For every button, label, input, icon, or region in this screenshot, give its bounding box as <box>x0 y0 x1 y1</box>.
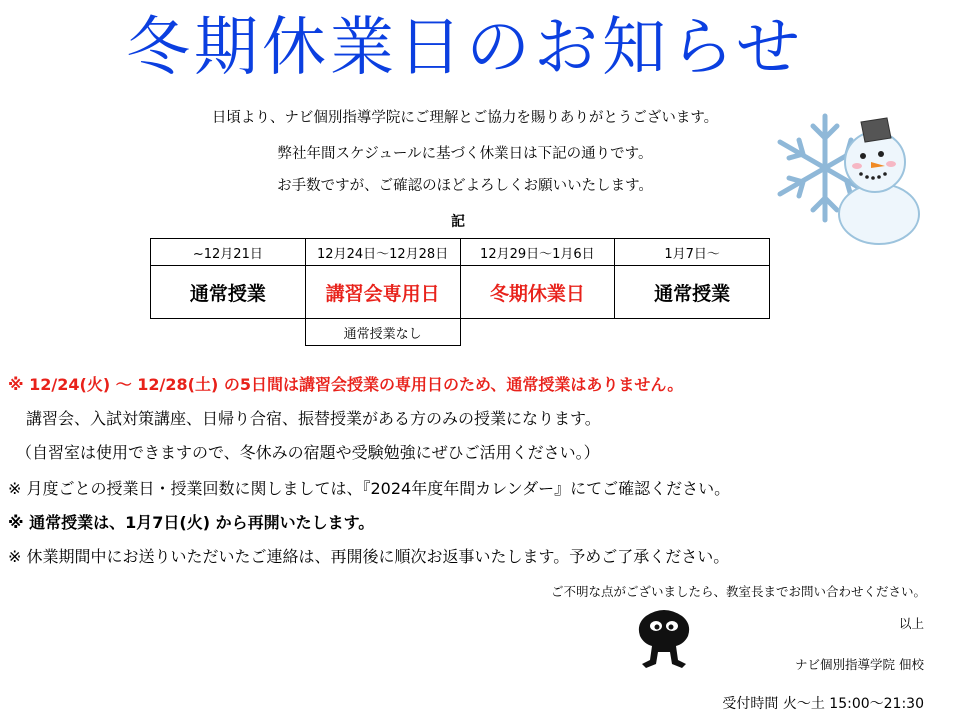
note-calendar: ※ 月度ごとの授業日・授業回数に関しましては、『2024年度年間カレンダー』にてご確認ください。 <box>8 479 731 498</box>
schedule-sub-empty-3 <box>460 319 615 346</box>
ki-label: 記 <box>451 214 465 230</box>
schedule-header-4: 1月7日～ <box>615 239 770 266</box>
footer-end: 以上 <box>898 616 924 631</box>
note-lesson-types: 講習会、入試対策講座、日帰り合宿、振替授業がある方のみの授業になります。 <box>26 409 601 428</box>
intro-line-2: 弊社年間スケジュールに基づく休業日は下記の通りです。 <box>277 146 653 162</box>
schedule-header-2: 12月24日～12月28日 <box>305 239 460 266</box>
schedule-value-4: 通常授業 <box>615 266 770 319</box>
note-special-days: ※ 12/24(火) ～ 12/28(土) の5日間は講習会授業の専用日のため、通常授業はありません。 <box>8 375 684 394</box>
note-study-room: （自習室は使用できますので、冬休みの宿題や受験勉強にぜひご活用ください。） <box>16 443 600 462</box>
page-title: 冬期休業日のお知らせ <box>125 11 805 85</box>
intro-line-3: お手数ですが、ご確認のほどよろしくお願いいたします。 <box>277 178 653 194</box>
footer-inquiry: ご不明な点がございましたら、教室長までお問い合わせください。 <box>550 584 926 599</box>
schedule-sub-empty-4 <box>615 319 770 346</box>
schedule-table <box>150 238 770 346</box>
mascot-icon <box>632 606 696 668</box>
schedule-sub-note: 通常授業なし <box>305 319 460 346</box>
schedule-value-2: 講習会専用日 <box>305 266 460 319</box>
intro-line-1: 日頃より、ナビ個別指導学院にご理解とご協力を賜りありがとうございます。 <box>211 110 719 126</box>
footer-school-name: ナビ個別指導学院 佃校 <box>795 657 924 672</box>
footer-hours: 受付時間 火～土 15:00～21:30 <box>722 696 924 712</box>
note-resume-date: ※ 通常授業は、1月7日(火) から再開いたします。 <box>8 513 375 532</box>
note-contact: ※ 休業期間中にお送りいただいたご連絡は、再開後に順次お返事いたします。予めご了承ください。 <box>8 547 730 566</box>
schedule-header-3: 12月29日～1月6日 <box>460 239 615 266</box>
schedule-value-1: 通常授業 <box>151 266 306 319</box>
schedule-sub-empty-1 <box>151 319 306 346</box>
schedule-value-3: 冬期休業日 <box>460 266 615 319</box>
snowflake-snowman-icon <box>775 108 923 248</box>
schedule-header-1: ~12月21日 <box>151 239 306 266</box>
